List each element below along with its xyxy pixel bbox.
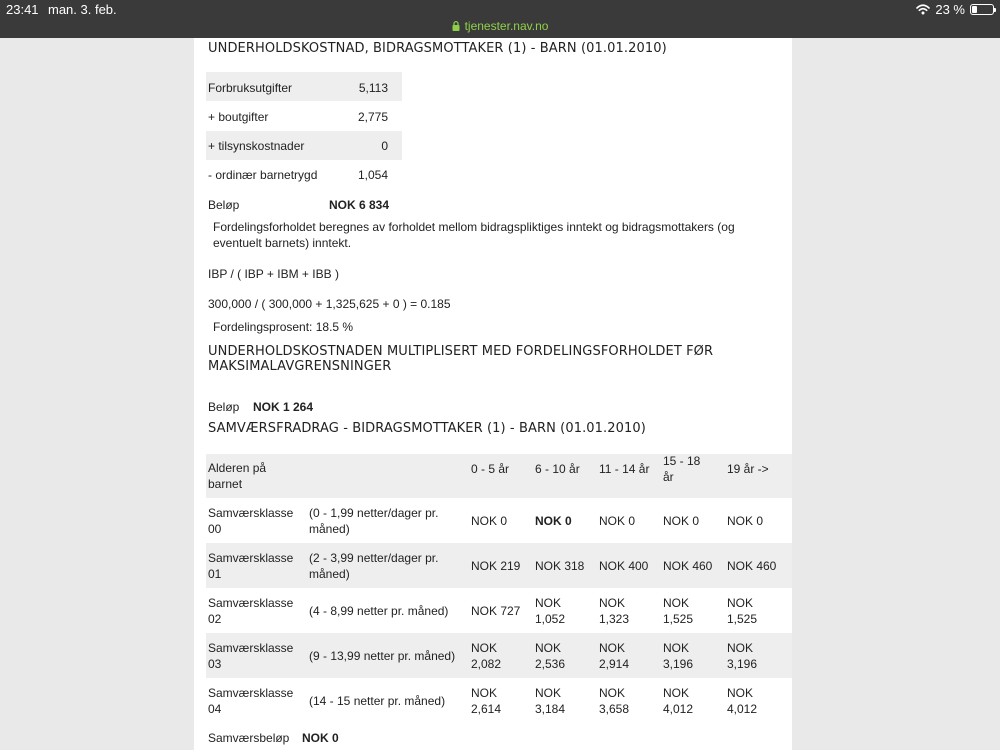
cost-label: Forbruksutgifter	[208, 81, 293, 95]
cost-label: - ordinær barnetrygd	[208, 168, 318, 182]
table-cell: NOK 2,914	[599, 641, 630, 671]
table-cell: NOK 3,658	[599, 686, 630, 716]
table-cell: NOK 2,082	[471, 641, 502, 671]
samvaersklasse-description: (14 - 15 netter pr. måned)	[309, 694, 446, 708]
table-cell: NOK 318	[535, 559, 585, 573]
multiplisert-heading: UNDERHOLDSKOSTNADEN MULTIPLISERT MED FORDELINGSFORHOLDET FØR MAKSIMALAVGRENSNINGER	[208, 344, 714, 374]
table-cell: NOK 3,184	[535, 686, 566, 716]
table-cell: NOK 219	[471, 559, 521, 573]
fordelingsprosent-text: Fordelingsprosent: 18.5 %	[213, 320, 354, 334]
status-bar	[0, 0, 1000, 38]
cost-value: 2,775	[357, 110, 388, 124]
lock-icon	[452, 21, 460, 31]
samvaersklasse-description: (0 - 1,99 netter/dager pr. måned)	[309, 506, 439, 536]
belop-label: Beløp	[208, 198, 240, 212]
table-cell: NOK 1,052	[535, 596, 566, 626]
calculation-text: 300,000 / ( 300,000 + 1,325,625 + 0 ) = 0.185	[208, 297, 451, 311]
clock-date: man. 3. feb.	[48, 2, 117, 17]
wifi-icon	[916, 4, 930, 15]
table-cell: NOK 0	[663, 514, 700, 528]
status-indicators	[916, 2, 994, 17]
address-bar[interactable]	[0, 19, 1000, 33]
belop-label: Beløp	[208, 400, 240, 414]
cost-value: 1,054	[357, 168, 388, 182]
samvaersklasse-description: (4 - 8,99 netter pr. måned)	[309, 604, 449, 618]
table-cell: NOK 0	[471, 514, 508, 528]
age-header: Alderen på barnet	[208, 461, 267, 491]
table-cell: NOK 4,012	[727, 686, 758, 716]
samvaersklasse-label: Samværsklasse 01	[208, 551, 294, 581]
table-cell: NOK 2,614	[471, 686, 502, 716]
table-cell-highlighted: NOK 0	[535, 514, 572, 528]
samvaersklasse-label: Samværsklasse 00	[208, 506, 294, 536]
column-header: 19 år ->	[727, 462, 769, 476]
table-cell: NOK 0	[727, 514, 764, 528]
table-cell: NOK 400	[599, 559, 649, 573]
table-cell: NOK 1,525	[663, 596, 694, 626]
samvaersklasse-label: Samværsklasse 03	[208, 641, 294, 671]
table-cell: NOK 2,536	[535, 641, 566, 671]
battery-icon	[970, 4, 994, 15]
cost-value: 0	[381, 139, 388, 153]
fordeling-description: Fordelingsforholdet beregnes av forholdet mellom bidragspliktiges inntekt og bidragsmottakers (og eventuelt barnets) inntekt.	[213, 220, 735, 250]
table-cell: NOK 0	[599, 514, 636, 528]
table-cell: NOK 460	[727, 559, 777, 573]
table-cell: NOK 727	[471, 604, 521, 618]
table-cell: NOK 460	[663, 559, 713, 573]
cost-label: + boutgifter	[208, 110, 269, 124]
samvaersklasse-label: Samværsklasse 02	[208, 596, 294, 626]
belop-value: NOK 6 834	[329, 198, 390, 212]
column-header: 15 - 18 år	[663, 454, 701, 484]
samvaersklasse-label: Samværsklasse 04	[208, 686, 294, 716]
samvaersbelop-value: NOK 0	[302, 731, 339, 745]
belop-value: NOK 1 264	[253, 400, 314, 414]
table-cell: NOK 3,196	[663, 641, 694, 671]
samvaersfradrag-heading: SAMVÆRSFRADRAG - BIDRAGSMOTTAKER (1) - BARN (01.01.2010)	[208, 421, 646, 436]
url-text: tjenester.nav.no	[464, 19, 549, 33]
table-cell: NOK 1,323	[599, 596, 630, 626]
column-header: 11 - 14 år	[599, 462, 650, 476]
cost-label: + tilsynskostnader	[208, 139, 305, 153]
table-cell: NOK 3,196	[727, 641, 758, 671]
table-cell: NOK 1,525	[727, 596, 758, 626]
column-header: 6 - 10 år	[535, 462, 580, 476]
clock-time: 23:41	[6, 2, 39, 17]
samvaersbelop-label: Samværsbeløp	[208, 731, 290, 745]
underholdskostnad-heading: UNDERHOLDSKOSTNAD, BIDRAGSMOTTAKER (1) - BARN (01.01.2010)	[208, 41, 667, 56]
column-header: 0 - 5 år	[471, 462, 510, 476]
page-content	[194, 38, 792, 750]
cost-value: 5,113	[358, 81, 388, 95]
formula-text: IBP / ( IBP + IBM + IBB )	[208, 267, 339, 281]
battery-percent: 23 %	[935, 2, 965, 17]
table-cell: NOK 4,012	[663, 686, 694, 716]
samvaersklasse-description: (2 - 3,99 netter/dager pr. måned)	[309, 551, 439, 581]
samvaersklasse-description: (9 - 13,99 netter pr. måned)	[309, 649, 456, 663]
